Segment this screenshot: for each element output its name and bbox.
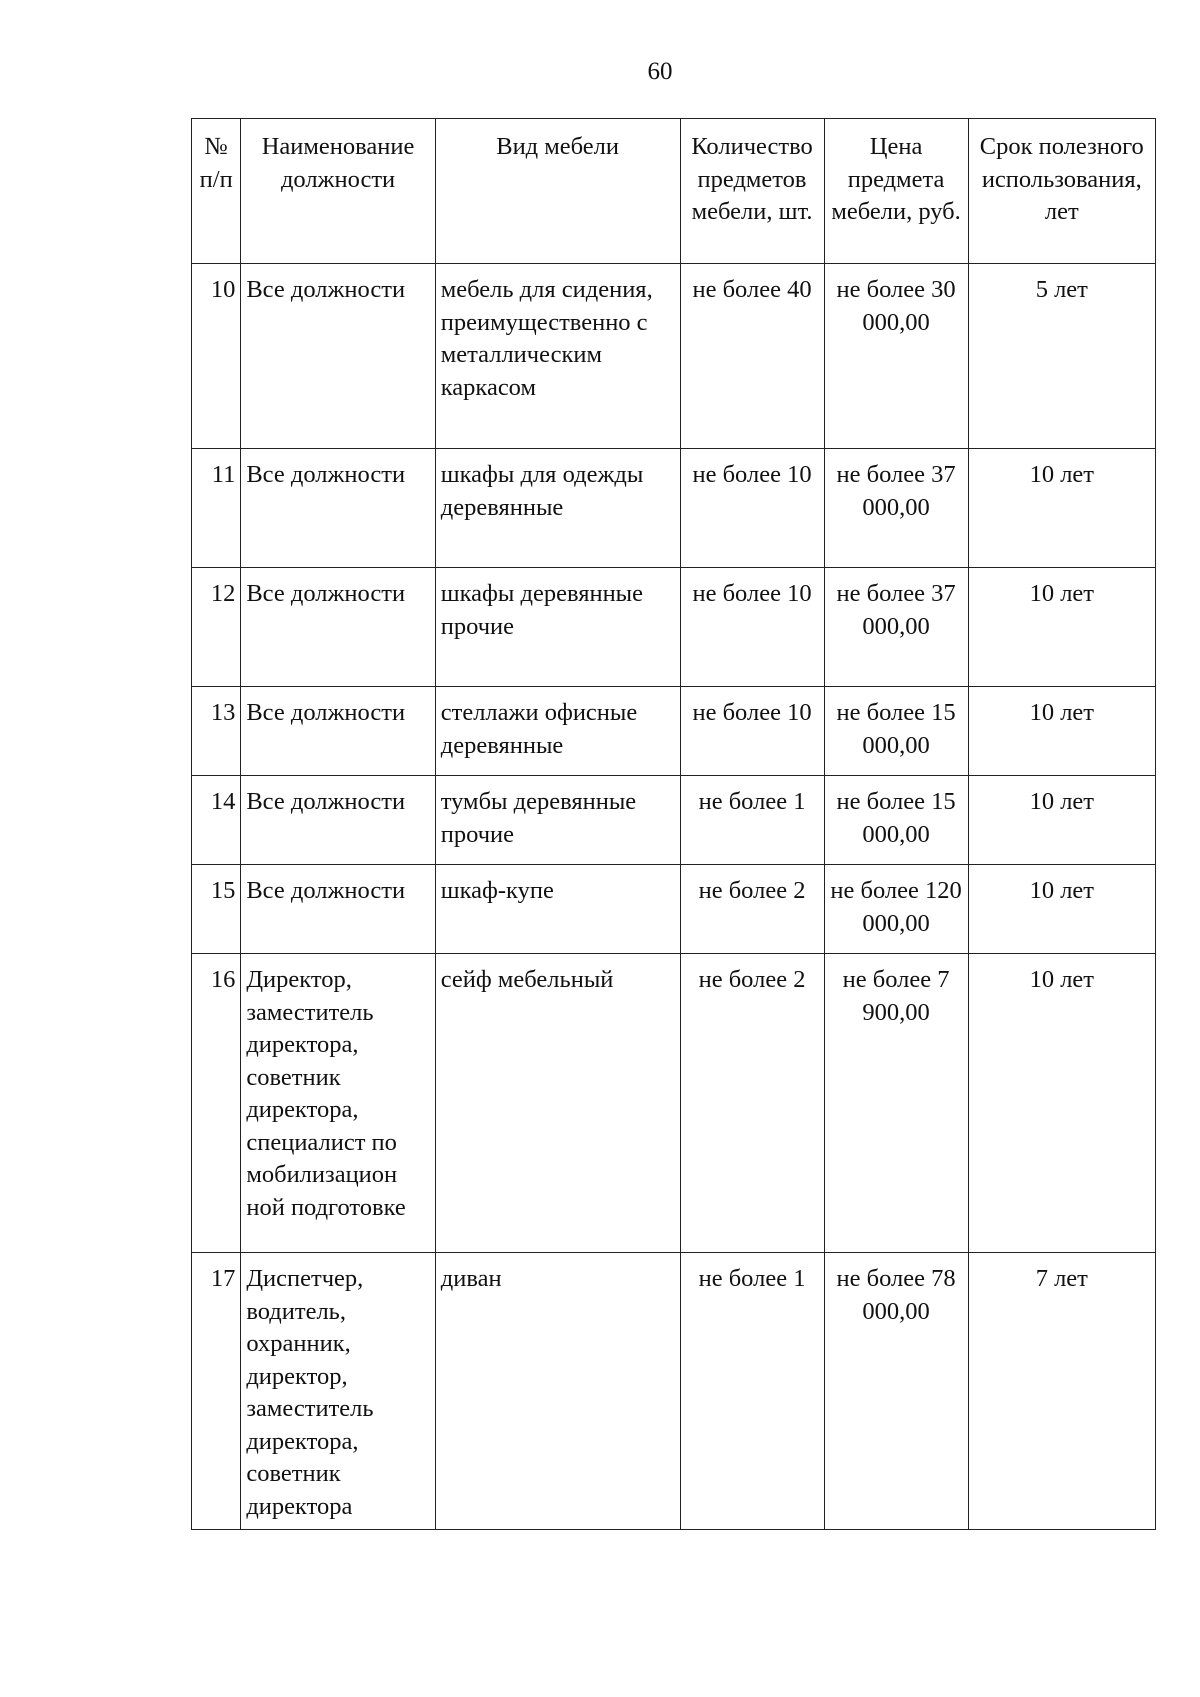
row-number: 13 xyxy=(192,687,241,776)
header-number: № п/п xyxy=(192,119,241,264)
header-useful-life: Срок полезного использования, лет xyxy=(968,119,1155,264)
row-quantity: не более 10 xyxy=(680,449,824,568)
row-price: не более 37 000,00 xyxy=(824,449,968,568)
row-furniture-kind: сейф мебельный xyxy=(435,954,680,1253)
table-row xyxy=(192,954,1156,1253)
row-furniture-kind: мебель для сидения, преимущественно с металлическим каркасом xyxy=(435,264,680,449)
row-quantity: не более 2 xyxy=(680,954,824,1253)
table-row xyxy=(192,865,1156,954)
row-quantity: не более 10 xyxy=(680,687,824,776)
header-furniture-kind: Вид мебели xyxy=(435,119,680,264)
table-row xyxy=(192,449,1156,568)
row-furniture-kind: диван xyxy=(435,1253,680,1530)
row-furniture-kind: тумбы деревянные прочие xyxy=(435,776,680,865)
row-useful-life: 10 лет xyxy=(968,687,1155,776)
row-furniture-kind: шкафы для одежды деревянные xyxy=(435,449,680,568)
row-furniture-kind: шкаф-купе xyxy=(435,865,680,954)
furniture-norms-table xyxy=(191,118,1156,1530)
row-quantity: не более 40 xyxy=(680,264,824,449)
row-position: Все должности xyxy=(241,568,435,687)
page-number: 60 xyxy=(647,58,673,85)
row-number: 12 xyxy=(192,568,241,687)
row-number: 10 xyxy=(192,264,241,449)
row-position: Все должности xyxy=(241,865,435,954)
row-price: не более 7 900,00 xyxy=(824,954,968,1253)
row-number: 16 xyxy=(192,954,241,1253)
row-quantity: не более 2 xyxy=(680,865,824,954)
row-position: Все должности xyxy=(241,449,435,568)
row-useful-life: 10 лет xyxy=(968,568,1155,687)
row-position: Директор, заместитель директора, советник директора, специалист по мобилизацион ной подготовке xyxy=(241,954,435,1253)
row-furniture-kind: шкафы деревянные прочие xyxy=(435,568,680,687)
table-header-row xyxy=(192,119,1156,264)
row-useful-life: 10 лет xyxy=(968,449,1155,568)
row-position: Все должности xyxy=(241,776,435,865)
row-price: не более 120 000,00 xyxy=(824,865,968,954)
table-row xyxy=(192,1253,1156,1530)
row-number: 14 xyxy=(192,776,241,865)
row-useful-life: 5 лет xyxy=(968,264,1155,449)
header-position: Наименование должности xyxy=(241,119,435,264)
row-number: 15 xyxy=(192,865,241,954)
row-quantity: не более 1 xyxy=(680,776,824,865)
row-position: Диспетчер, водитель, охранник, директор, заместитель директора, советник директора xyxy=(241,1253,435,1530)
table-row xyxy=(192,568,1156,687)
row-position: Все должности xyxy=(241,687,435,776)
row-furniture-kind: стеллажи офисные деревянные xyxy=(435,687,680,776)
row-useful-life: 10 лет xyxy=(968,865,1155,954)
header-price: Цена предмета мебели, руб. xyxy=(824,119,968,264)
row-useful-life: 10 лет xyxy=(968,776,1155,865)
row-price: не более 15 000,00 xyxy=(824,687,968,776)
header-quantity: Количество предметов мебели, шт. xyxy=(680,119,824,264)
row-quantity: не более 10 xyxy=(680,568,824,687)
row-price: не более 78 000,00 xyxy=(824,1253,968,1530)
row-price: не более 30 000,00 xyxy=(824,264,968,449)
table-row xyxy=(192,687,1156,776)
row-number: 11 xyxy=(192,449,241,568)
row-price: не более 15 000,00 xyxy=(824,776,968,865)
row-quantity: не более 1 xyxy=(680,1253,824,1530)
row-useful-life: 7 лет xyxy=(968,1253,1155,1530)
row-number: 17 xyxy=(192,1253,241,1530)
table-row xyxy=(192,264,1156,449)
table-row xyxy=(192,776,1156,865)
row-useful-life: 10 лет xyxy=(968,954,1155,1253)
row-price: не более 37 000,00 xyxy=(824,568,968,687)
row-position: Все должности xyxy=(241,264,435,449)
